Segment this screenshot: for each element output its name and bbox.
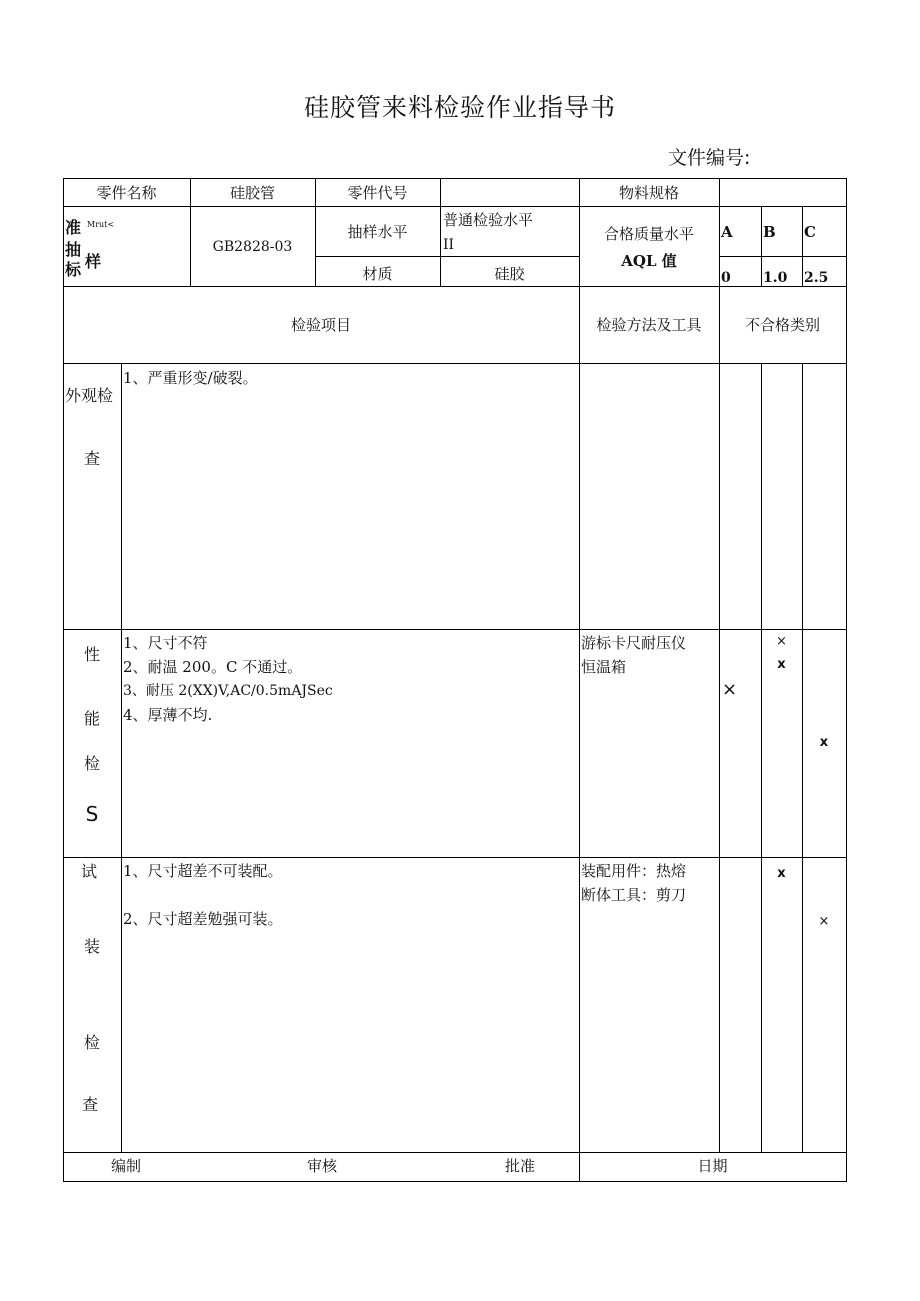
table-rule xyxy=(63,629,847,630)
footer-prepared: 编制 xyxy=(111,1157,142,1175)
sampling-std-label: 抽 xyxy=(65,240,82,259)
sampling-level-value-roman: II xyxy=(443,237,455,253)
performance-mark-c: x xyxy=(819,735,829,750)
assembly-method-1: 装配用件：热熔 xyxy=(581,862,687,880)
sampling-std-value: GB2828-03 xyxy=(212,239,293,255)
section-label-appearance: 外观检 xyxy=(65,386,114,405)
part-name-value: 硅胶管 xyxy=(229,184,275,202)
performance-item-4: 4、厚薄不均. xyxy=(123,706,213,724)
sampling-std-label: 标 xyxy=(65,260,82,279)
table-rule xyxy=(719,256,847,257)
footer-reviewed: 审核 xyxy=(307,1157,338,1175)
col-header-defect-class: 不合格类别 xyxy=(744,316,820,334)
table-rule xyxy=(121,363,122,1153)
section-label-performance: S xyxy=(85,802,99,826)
aql-value-a: 0 xyxy=(721,270,731,286)
table-rule xyxy=(802,206,803,287)
section-label-performance: 性 xyxy=(83,645,100,664)
sampling-level-value: 普通检验水平 xyxy=(443,211,534,229)
performance-item-3: 3、耐压 2(XX)V,AC/0.5mAJSec xyxy=(123,683,333,699)
table-rule xyxy=(63,1152,847,1153)
sampling-level-label: 抽样水平 xyxy=(347,223,408,241)
material-spec-label: 物料规格 xyxy=(618,184,679,202)
table-rule xyxy=(63,206,847,207)
aql-class-a: A xyxy=(721,223,733,241)
assembly-mark-c: × xyxy=(818,914,830,929)
table-rule xyxy=(761,363,762,1153)
aql-label: 合格质量水平 xyxy=(603,225,694,243)
section-label-assembly: 查 xyxy=(81,1095,98,1114)
section-label-appearance: 查 xyxy=(83,449,100,468)
assembly-mark-b: x xyxy=(777,866,786,881)
sampling-std-small-text: Mrut< xyxy=(87,220,115,229)
performance-mark-b: x xyxy=(777,657,786,672)
performance-item-1: 1、尺寸不符 xyxy=(123,634,208,652)
sampling-std-label: 准 xyxy=(65,218,82,237)
table-rule xyxy=(63,857,847,858)
part-code-label: 零件代号 xyxy=(347,184,408,202)
section-label-performance: 检 xyxy=(83,754,100,773)
section-label-assembly: 检 xyxy=(83,1033,100,1052)
appearance-item-1: 1、严重形变/破裂。 xyxy=(123,369,258,387)
aql-class-b: B xyxy=(763,223,776,241)
doc-number-label: 文件编号: xyxy=(668,147,751,169)
material-value: 硅胶 xyxy=(494,265,525,283)
col-header-items: 检验项目 xyxy=(290,316,351,334)
table-rule xyxy=(63,363,847,364)
assembly-method-2: 断体工具：剪刀 xyxy=(581,886,687,904)
aql-value-b: 1.0 xyxy=(763,270,788,286)
performance-method-1: 游标卡尺耐压仪 xyxy=(581,634,687,652)
table-border-right xyxy=(846,178,847,1182)
table-border-top xyxy=(63,178,847,179)
aql-label-value: AQL 值 xyxy=(621,252,677,270)
aql-value-c: 2.5 xyxy=(804,270,829,286)
section-label-performance: 能 xyxy=(83,709,100,728)
section-label-assembly: 装 xyxy=(83,937,100,956)
table-rule xyxy=(761,206,762,287)
part-name-label: 零件名称 xyxy=(96,184,157,202)
performance-item-2: 2、耐温 200。C 不通过。 xyxy=(123,658,303,676)
performance-mark-a: × xyxy=(721,679,738,700)
footer-date: 日期 xyxy=(697,1157,728,1175)
assembly-item-1: 1、尺寸超差不可装配。 xyxy=(123,862,283,880)
table-rule xyxy=(802,363,803,1153)
table-border-bottom xyxy=(63,1181,847,1182)
assembly-item-2: 2、尺寸超差勉强可装。 xyxy=(123,910,283,928)
footer-approved: 批准 xyxy=(505,1157,536,1175)
material-label: 材质 xyxy=(362,265,393,283)
col-header-method: 检验方法及工具 xyxy=(596,316,702,334)
section-label-assembly: 试 xyxy=(80,862,97,881)
performance-mark-b: × xyxy=(776,634,787,649)
performance-method-2: 恒温箱 xyxy=(581,658,627,676)
page-title: 硅胶管来料检验作业指导书 xyxy=(303,93,616,122)
aql-class-c: C xyxy=(804,223,816,241)
sampling-std-label: 样 xyxy=(85,252,102,271)
